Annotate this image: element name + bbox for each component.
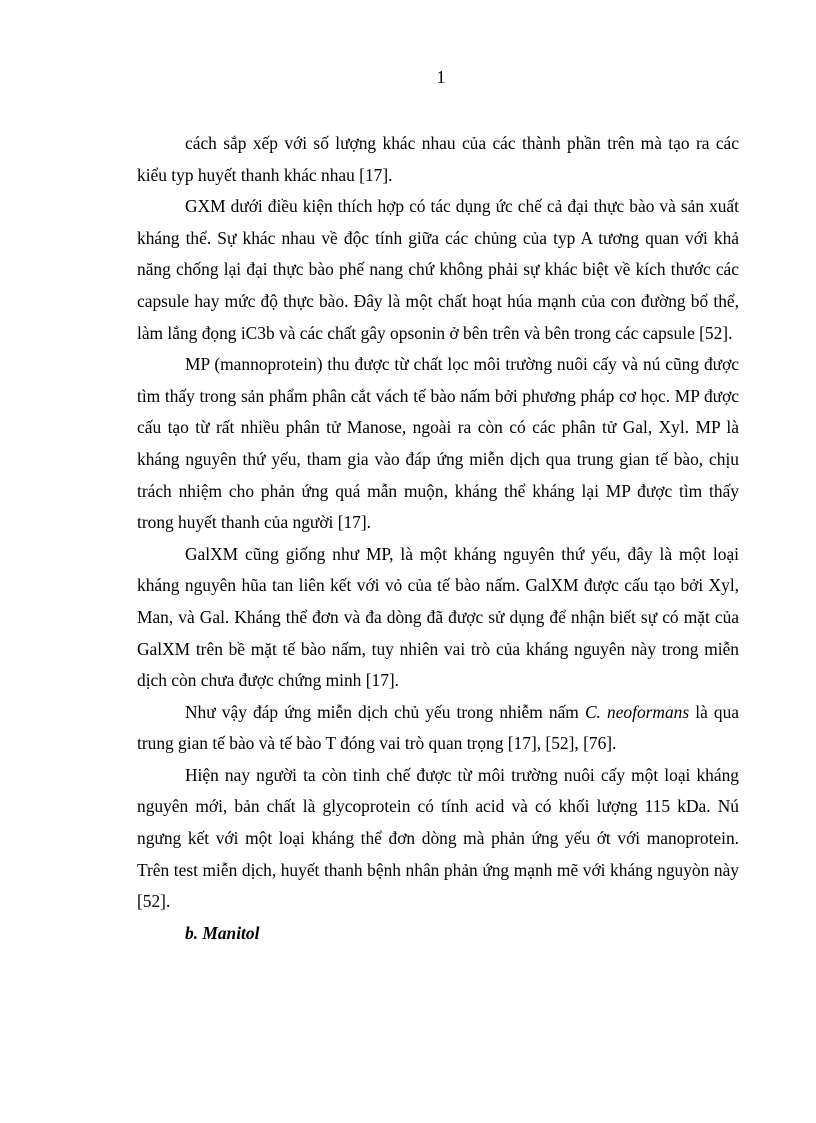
species-name: C. neoformans [584, 701, 690, 722]
paragraph-immune-response [137, 697, 739, 760]
page-number: 1 [436, 67, 446, 87]
section-heading-manitol: b. Manitol [185, 922, 260, 943]
paragraph-galxm: GalXM cũng giống như MP, là một kháng nguyên thứ yếu, đây là một loại kháng nguyên hũa tan liên kết với vỏ của tế bào nấm. GalXM được cấu tạo bởi Xyl, Man, và Gal. Kháng thể đơn và đa dòng đã được sử dụng để nhận biết sự có mặt của GalXM trên bề mặt tế bào nấm, tuy nhiên vai trò của kháng nguyên này trong miễn dịch còn chưa được chứng minh [17]. [137, 543, 739, 691]
paragraph-serotype-continuation: cách sắp xếp với số lượng khác nhau của các thành phần trên mà tạo ra các kiểu typ huyết thanh khác nhau [17]. [137, 133, 739, 185]
paragraph-gxm: GXM dưới điều kiện thích hợp có tác dụng ức chế cả đại thực bào và sản xuất kháng thể. Sự khác nhau về độc tính giữa các chủng của typ A tương quan với khả năng chống lại đại thực bào phế nang chứ không phải sự khác biệt về kích thước các capsule hay mức độ thực bào. Đây là một chất hoạt húa mạnh của con đường bổ thể, làm lắng đọng iC3b và các chất gây opsonin ở bên trên và bên trong các capsule [52]. [137, 196, 739, 343]
paragraph-glycoprotein: Hiện nay người ta còn tinh chế được từ môi trường nuôi cấy một loại kháng nguyên mới, bản chất là glycoprotein có tính acid và có khối lượng 115 kDa. Nú ngưng kết với một loại kháng thể đơn dòng mà phản ứng yếu ớt với manoprotein. Trên test miễn dịch, huyết thanh bệnh nhân phản ứng mạnh mẽ với kháng nguyòn này [52]. [137, 764, 739, 912]
immune-response-text-before: Như vậy đáp ứng miễn dịch chủ yếu trong nhiễm nấm [185, 701, 585, 722]
paragraph-mannoprotein: MP (mannoprotein) thu được từ chất lọc môi trường nuôi cấy và nú cũng được tìm thấy trong sản phẩm phân cắt vách tế bào nấm bởi phương pháp cơ học. MP được cấu tạo từ rất nhiều phân tử Manose, ngoài ra còn có các phân tử Gal, Xyl. MP là kháng nguyên thứ yếu, tham gia vào đáp ứng miễn dịch qua trung gian tế bào, chịu trách nhiệm cho phản ứng quá mẫn muộn, kháng thể kháng lại MP được tìm thấy trong huyết thanh của người [17]. [137, 354, 739, 533]
immune-response-text-after: là qua trung gian tế bào và tế bào T đóng vai trò quan trọng [17], [52], [76]. [137, 701, 740, 754]
document-body [137, 128, 739, 949]
